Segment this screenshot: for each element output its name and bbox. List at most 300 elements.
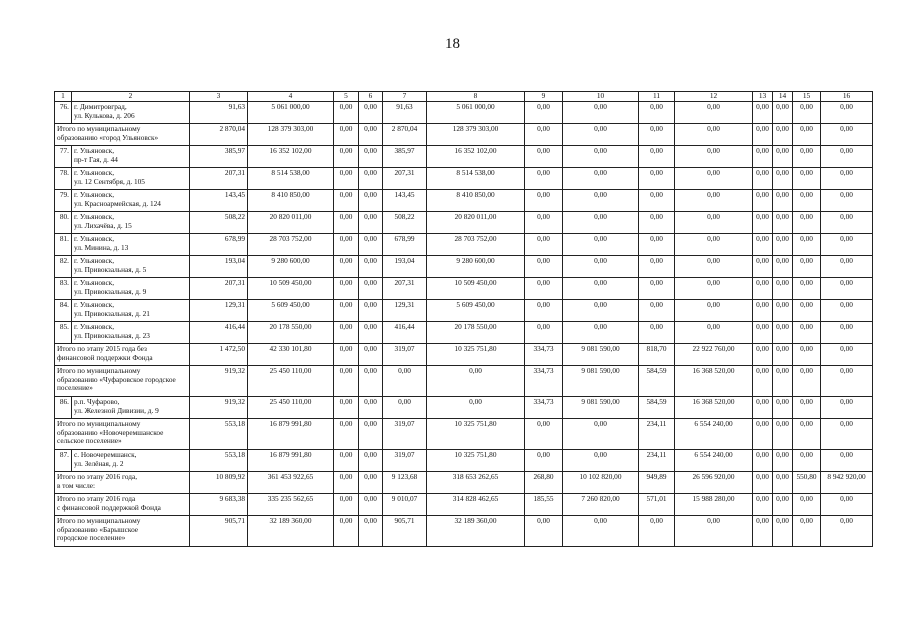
value-cell: 0,00: [639, 234, 675, 256]
value-cell: 0,00: [773, 450, 793, 472]
value-cell: 0,00: [675, 516, 753, 547]
table-row: [55, 168, 873, 190]
row-number-cell: 87.: [55, 450, 72, 472]
value-cell: 0,00: [821, 322, 873, 344]
value-cell: 0,00: [525, 102, 563, 124]
row-number-cell: 82.: [55, 256, 72, 278]
value-cell: 584,59: [639, 366, 675, 397]
value-cell: 8 514 538,00: [248, 168, 334, 190]
value-cell: 0,00: [773, 322, 793, 344]
table-row: [55, 278, 873, 300]
address-cell: [72, 146, 190, 168]
address-line: г. Ульяновск,: [74, 190, 115, 199]
value-cell: 0,00: [821, 256, 873, 278]
value-cell: 0,00: [639, 322, 675, 344]
value-cell: 0,00: [563, 278, 639, 300]
value-cell: 553,18: [190, 419, 248, 450]
value-cell: 334,73: [525, 366, 563, 397]
value-cell: 6 554 240,00: [675, 450, 753, 472]
value-cell: 9 081 590,00: [563, 366, 639, 397]
value-cell: 16 368 520,00: [675, 397, 753, 419]
total-row: [55, 516, 873, 547]
value-cell: 0,00: [793, 322, 821, 344]
value-cell: 0,00: [675, 212, 753, 234]
value-cell: 905,71: [383, 516, 427, 547]
value-cell: 0,00: [359, 168, 383, 190]
total-label-line: образованию «Новочеремшанское: [57, 427, 164, 437]
value-cell: 0,00: [525, 234, 563, 256]
value-cell: 0,00: [525, 419, 563, 450]
value-cell: 5 061 000,00: [427, 102, 525, 124]
value-cell: 0,00: [383, 397, 427, 419]
value-cell: 0,00: [334, 256, 359, 278]
total-label-line: сельское поселение»: [57, 436, 122, 446]
value-cell: 0,00: [563, 146, 639, 168]
value-cell: 0,00: [359, 397, 383, 419]
address-line: р.п. Чуфарово,: [74, 397, 120, 406]
value-cell: 6 554 240,00: [675, 419, 753, 450]
address-cell: [72, 450, 190, 472]
total-label-line: образованию «город Ульяновск»: [57, 132, 159, 142]
address-line: ул. Минина, д. 13: [74, 242, 129, 252]
value-cell: 26 596 920,00: [675, 472, 753, 494]
value-cell: 0,00: [563, 168, 639, 190]
value-cell: 0,00: [675, 300, 753, 322]
value-cell: 10 325 751,80: [427, 450, 525, 472]
value-cell: 0,00: [773, 278, 793, 300]
value-cell: 0,00: [563, 190, 639, 212]
value-cell: 15 988 280,00: [675, 494, 753, 516]
value-cell: 0,00: [639, 146, 675, 168]
column-number-cell: 12: [675, 92, 753, 102]
value-cell: 571,01: [639, 494, 675, 516]
value-cell: 0,00: [359, 516, 383, 547]
value-cell: 143,45: [190, 190, 248, 212]
value-cell: 0,00: [359, 344, 383, 366]
value-cell: 0,00: [773, 102, 793, 124]
value-cell: 10 509 450,00: [427, 278, 525, 300]
row-number-cell: 79.: [55, 190, 72, 212]
value-cell: 25 450 110,00: [248, 397, 334, 419]
value-cell: 0,00: [793, 300, 821, 322]
total-label-line: Итого по этапу 2016 года,: [57, 472, 138, 481]
value-cell: 361 453 922,65: [248, 472, 334, 494]
value-cell: 0,00: [334, 397, 359, 419]
total-label-cell: [55, 344, 190, 366]
address-cell: [72, 190, 190, 212]
row-number-cell: 81.: [55, 234, 72, 256]
value-cell: 207,31: [383, 278, 427, 300]
value-cell: 0,00: [821, 344, 873, 366]
value-cell: 319,07: [383, 419, 427, 450]
value-cell: 0,00: [525, 190, 563, 212]
value-cell: 0,00: [675, 146, 753, 168]
value-cell: 20 178 550,00: [427, 322, 525, 344]
total-label-line: Итого по муниципальному: [57, 366, 141, 375]
value-cell: 0,00: [563, 322, 639, 344]
address-line: ул. Железной Дивизии, д. 9: [74, 405, 159, 415]
value-cell: 9 280 600,00: [248, 256, 334, 278]
value-cell: 0,00: [793, 234, 821, 256]
value-cell: 128 379 303,00: [248, 124, 334, 146]
value-cell: 42 330 101,80: [248, 344, 334, 366]
value-cell: 207,31: [383, 168, 427, 190]
value-cell: 905,71: [190, 516, 248, 547]
value-cell: 16 368 520,00: [675, 366, 753, 397]
value-cell: 0,00: [821, 146, 873, 168]
value-cell: 1 472,50: [190, 344, 248, 366]
total-row: [55, 472, 873, 494]
value-cell: 0,00: [334, 168, 359, 190]
column-number-cell: 13: [753, 92, 773, 102]
total-label-line: городское поселение»: [57, 533, 126, 543]
value-cell: 319,07: [383, 450, 427, 472]
value-cell: 0,00: [639, 102, 675, 124]
value-cell: 0,00: [563, 419, 639, 450]
value-cell: 584,59: [639, 397, 675, 419]
total-label-line: в том числе:: [57, 480, 96, 490]
row-number-cell: 78.: [55, 168, 72, 190]
value-cell: 0,00: [639, 190, 675, 212]
address-line: ул. Привокзальная, д. 9: [74, 286, 147, 296]
value-cell: 0,00: [525, 322, 563, 344]
value-cell: 678,99: [383, 234, 427, 256]
address-cell: [72, 278, 190, 300]
table-row: [55, 190, 873, 212]
column-number-row: [55, 92, 873, 102]
value-cell: 193,04: [190, 256, 248, 278]
address-line: г. Ульяновск,: [74, 256, 115, 265]
value-cell: 0,00: [359, 146, 383, 168]
value-cell: 0,00: [563, 300, 639, 322]
table-row: [55, 256, 873, 278]
value-cell: 8 410 850,00: [427, 190, 525, 212]
value-cell: 0,00: [793, 397, 821, 419]
value-cell: 0,00: [525, 300, 563, 322]
value-cell: 0,00: [793, 212, 821, 234]
value-cell: 0,00: [334, 450, 359, 472]
value-cell: 0,00: [793, 366, 821, 397]
value-cell: 0,00: [753, 419, 773, 450]
value-cell: 0,00: [773, 366, 793, 397]
value-cell: 28 703 752,00: [248, 234, 334, 256]
row-number-cell: 83.: [55, 278, 72, 300]
address-line: ул. Кулькова, д. 206: [74, 110, 135, 120]
value-cell: 0,00: [793, 278, 821, 300]
value-cell: 0,00: [793, 256, 821, 278]
value-cell: 91,63: [190, 102, 248, 124]
value-cell: 0,00: [427, 366, 525, 397]
value-cell: 0,00: [753, 256, 773, 278]
address-line: г. Димитровград,: [74, 102, 127, 111]
value-cell: 416,44: [190, 322, 248, 344]
value-cell: 0,00: [793, 146, 821, 168]
value-cell: 0,00: [773, 300, 793, 322]
value-cell: 508,22: [190, 212, 248, 234]
value-cell: 0,00: [334, 234, 359, 256]
value-cell: 0,00: [563, 516, 639, 547]
value-cell: 0,00: [525, 168, 563, 190]
value-cell: 5 609 450,00: [248, 300, 334, 322]
value-cell: 314 828 462,65: [427, 494, 525, 516]
total-label-cell: [55, 419, 190, 450]
value-cell: 0,00: [639, 124, 675, 146]
value-cell: 0,00: [639, 516, 675, 547]
value-cell: 9 081 590,00: [563, 344, 639, 366]
value-cell: 0,00: [359, 278, 383, 300]
value-cell: 0,00: [525, 516, 563, 547]
address-line: с. Новочеремшанск,: [74, 450, 137, 459]
value-cell: 0,00: [525, 278, 563, 300]
value-cell: 143,45: [383, 190, 427, 212]
value-cell: 334,73: [525, 397, 563, 419]
value-cell: 20 820 011,00: [427, 212, 525, 234]
value-cell: 319,07: [383, 344, 427, 366]
value-cell: 0,00: [821, 494, 873, 516]
value-cell: 10 509 450,00: [248, 278, 334, 300]
row-number-cell: 80.: [55, 212, 72, 234]
value-cell: 16 352 102,00: [427, 146, 525, 168]
value-cell: 335 235 562,65: [248, 494, 334, 516]
value-cell: 129,31: [190, 300, 248, 322]
page-number: 18: [445, 36, 460, 52]
value-cell: 193,04: [383, 256, 427, 278]
address-line: ул. Привокзальная, д. 21: [74, 308, 150, 318]
value-cell: 0,00: [753, 344, 773, 366]
value-cell: 234,11: [639, 450, 675, 472]
address-line: ул. Лихачёва, д. 15: [74, 220, 132, 230]
value-cell: 0,00: [821, 212, 873, 234]
address-line: г. Ульяновск,: [74, 146, 115, 155]
value-cell: 8 942 920,00: [821, 472, 873, 494]
value-cell: 5 609 450,00: [427, 300, 525, 322]
value-cell: 0,00: [821, 300, 873, 322]
address-cell: [72, 256, 190, 278]
value-cell: 0,00: [675, 190, 753, 212]
value-cell: 9 081 590,00: [563, 397, 639, 419]
value-cell: 0,00: [753, 300, 773, 322]
value-cell: 949,89: [639, 472, 675, 494]
row-number-cell: 85.: [55, 322, 72, 344]
address-line: ул. Привокзальная, д. 5: [74, 264, 147, 274]
value-cell: 0,00: [359, 102, 383, 124]
total-label-line: образованию «Барышское: [57, 524, 139, 534]
address-cell: [72, 397, 190, 419]
value-cell: 0,00: [773, 168, 793, 190]
value-cell: 0,00: [334, 212, 359, 234]
address-line: г. Ульяновск,: [74, 168, 115, 177]
address-cell: [72, 168, 190, 190]
value-cell: 0,00: [753, 212, 773, 234]
total-label-line: Итого по муниципальному: [57, 516, 141, 525]
total-label-cell: [55, 124, 190, 146]
value-cell: 0,00: [753, 472, 773, 494]
address-line: г. Ульяновск,: [74, 234, 115, 243]
value-cell: 128 379 303,00: [427, 124, 525, 146]
value-cell: 0,00: [334, 190, 359, 212]
total-row: [55, 494, 873, 516]
total-label-line: Итого по этапу 2016 года: [57, 494, 136, 503]
value-cell: 318 653 262,65: [427, 472, 525, 494]
value-cell: 0,00: [675, 124, 753, 146]
value-cell: 268,80: [525, 472, 563, 494]
value-cell: 9 123,68: [383, 472, 427, 494]
address-cell: [72, 322, 190, 344]
value-cell: 0,00: [753, 102, 773, 124]
column-number-cell: 3: [190, 92, 248, 102]
row-number-cell: 86.: [55, 397, 72, 419]
value-cell: 0,00: [359, 212, 383, 234]
value-cell: 0,00: [639, 256, 675, 278]
total-label-cell: [55, 472, 190, 494]
value-cell: 0,00: [359, 234, 383, 256]
value-cell: 0,00: [639, 168, 675, 190]
value-cell: 0,00: [334, 102, 359, 124]
value-cell: 0,00: [334, 300, 359, 322]
column-number-cell: 5: [334, 92, 359, 102]
table-body: [55, 92, 873, 547]
value-cell: 0,00: [773, 344, 793, 366]
value-cell: 0,00: [359, 419, 383, 450]
value-cell: 0,00: [753, 494, 773, 516]
value-cell: 0,00: [821, 168, 873, 190]
value-cell: 0,00: [427, 397, 525, 419]
total-label-line: Итого по этапу 2015 года без: [57, 344, 147, 353]
value-cell: 0,00: [821, 124, 873, 146]
value-cell: 0,00: [793, 494, 821, 516]
column-number-cell: 10: [563, 92, 639, 102]
value-cell: 91,63: [383, 102, 427, 124]
value-cell: 385,97: [383, 146, 427, 168]
value-cell: 0,00: [675, 168, 753, 190]
value-cell: 9 280 600,00: [427, 256, 525, 278]
value-cell: 0,00: [821, 366, 873, 397]
value-cell: 0,00: [563, 256, 639, 278]
value-cell: 0,00: [675, 102, 753, 124]
row-number-cell: 77.: [55, 146, 72, 168]
table-row: [55, 397, 873, 419]
value-cell: 0,00: [675, 256, 753, 278]
value-cell: 0,00: [821, 397, 873, 419]
total-row: [55, 366, 873, 397]
column-number-cell: 8: [427, 92, 525, 102]
value-cell: 0,00: [334, 472, 359, 494]
value-cell: 28 703 752,00: [427, 234, 525, 256]
value-cell: 234,11: [639, 419, 675, 450]
address-line: ул. 12 Сентября, д. 105: [74, 176, 145, 186]
value-cell: 0,00: [753, 516, 773, 547]
value-cell: 0,00: [793, 344, 821, 366]
value-cell: 129,31: [383, 300, 427, 322]
total-label-cell: [55, 494, 190, 516]
value-cell: 16 879 991,80: [248, 450, 334, 472]
total-label-cell: [55, 366, 190, 397]
value-cell: 334,73: [525, 344, 563, 366]
value-cell: 818,70: [639, 344, 675, 366]
value-cell: 0,00: [753, 366, 773, 397]
column-number-cell: 2: [72, 92, 190, 102]
value-cell: 0,00: [334, 494, 359, 516]
value-cell: 0,00: [334, 322, 359, 344]
value-cell: 16 352 102,00: [248, 146, 334, 168]
address-cell: [72, 102, 190, 124]
value-cell: 0,00: [359, 450, 383, 472]
value-cell: 0,00: [639, 212, 675, 234]
column-number-cell: 14: [773, 92, 793, 102]
value-cell: 0,00: [563, 234, 639, 256]
value-cell: 0,00: [753, 190, 773, 212]
value-cell: 0,00: [675, 278, 753, 300]
table-row: [55, 212, 873, 234]
value-cell: 10 102 820,00: [563, 472, 639, 494]
value-cell: 0,00: [675, 234, 753, 256]
table-row: [55, 450, 873, 472]
total-label-line: образованию «Чуфаровское городское: [57, 374, 176, 384]
address-line: г. Ульяновск,: [74, 322, 115, 331]
column-number-cell: 4: [248, 92, 334, 102]
value-cell: 919,32: [190, 366, 248, 397]
value-cell: 0,00: [773, 472, 793, 494]
value-cell: 7 260 820,00: [563, 494, 639, 516]
value-cell: 0,00: [793, 450, 821, 472]
total-label-cell: [55, 516, 190, 547]
address-cell: [72, 234, 190, 256]
value-cell: 0,00: [753, 234, 773, 256]
value-cell: 9 683,38: [190, 494, 248, 516]
value-cell: 32 189 360,00: [248, 516, 334, 547]
value-cell: 5 061 000,00: [248, 102, 334, 124]
address-line: ул. Зелёная, д. 2: [74, 458, 124, 468]
value-cell: 0,00: [821, 516, 873, 547]
address-line: г. Ульяновск,: [74, 212, 115, 221]
value-cell: 0,00: [773, 190, 793, 212]
value-cell: 0,00: [821, 419, 873, 450]
value-cell: 385,97: [190, 146, 248, 168]
value-cell: 0,00: [793, 516, 821, 547]
value-cell: 2 870,04: [383, 124, 427, 146]
column-number-cell: 15: [793, 92, 821, 102]
value-cell: 0,00: [359, 190, 383, 212]
value-cell: 0,00: [563, 124, 639, 146]
value-cell: 0,00: [753, 146, 773, 168]
value-cell: 0,00: [773, 124, 793, 146]
value-cell: 8 410 850,00: [248, 190, 334, 212]
value-cell: 0,00: [793, 419, 821, 450]
value-cell: 0,00: [334, 344, 359, 366]
total-row: [55, 344, 873, 366]
address-line: ул. Красноармейская, д. 124: [74, 198, 161, 208]
value-cell: 0,00: [773, 212, 793, 234]
value-cell: 0,00: [359, 494, 383, 516]
value-cell: 0,00: [793, 124, 821, 146]
value-cell: 185,55: [525, 494, 563, 516]
value-cell: 416,44: [383, 322, 427, 344]
value-cell: 0,00: [563, 102, 639, 124]
value-cell: 0,00: [793, 190, 821, 212]
value-cell: 0,00: [793, 102, 821, 124]
value-cell: 0,00: [753, 124, 773, 146]
value-cell: 0,00: [793, 168, 821, 190]
value-cell: 0,00: [821, 278, 873, 300]
column-number-cell: 16: [821, 92, 873, 102]
row-number-cell: 84.: [55, 300, 72, 322]
value-cell: 2 870,04: [190, 124, 248, 146]
value-cell: 553,18: [190, 450, 248, 472]
total-label-line: финансовой поддержки Фонда: [57, 352, 153, 362]
value-cell: 0,00: [359, 366, 383, 397]
value-cell: 0,00: [639, 278, 675, 300]
total-label-line: поселение»: [57, 383, 93, 393]
